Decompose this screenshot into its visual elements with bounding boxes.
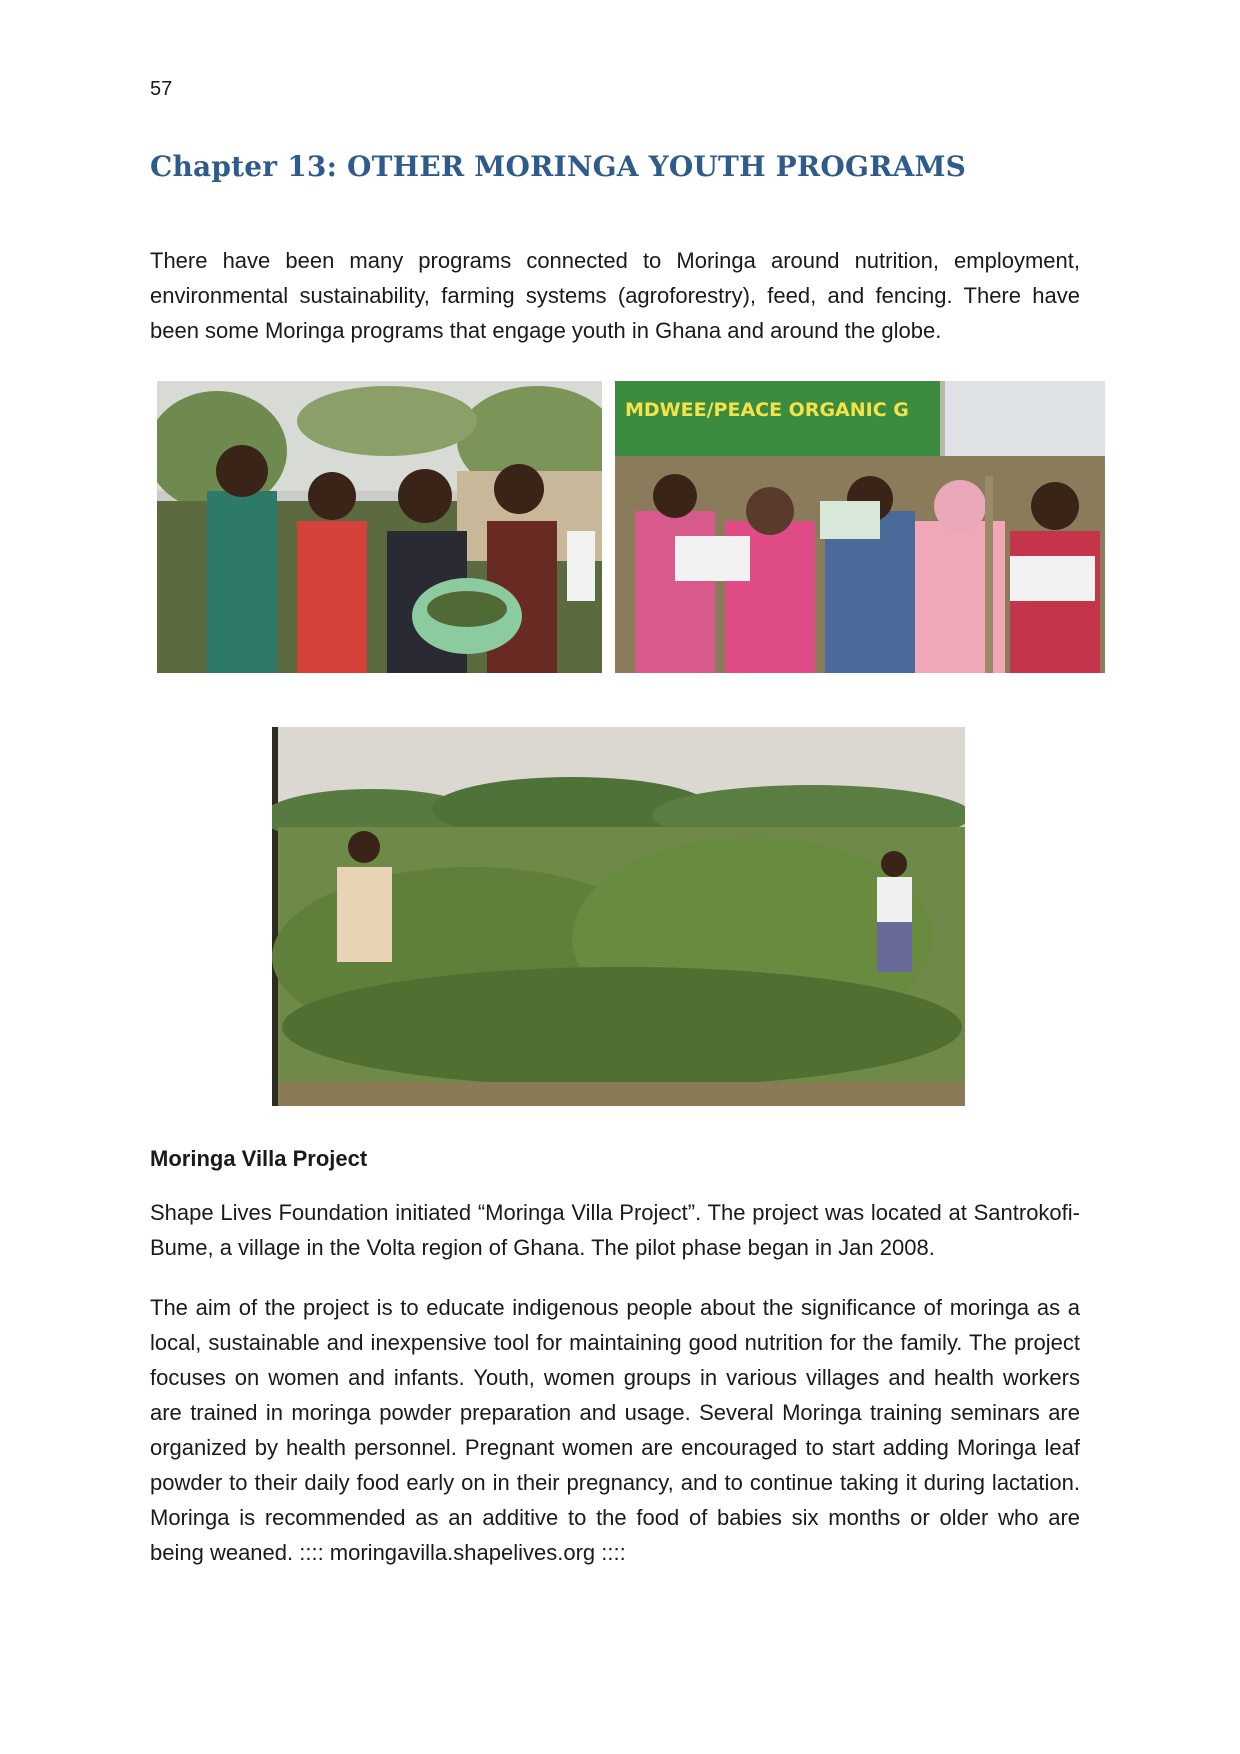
project-paragraph-1: Shape Lives Foundation initiated “Moringa Villa Project”. The project was located at Santrokofi-Bume, a village in the Volta region of Ghana. The pilot phase began in Jan 2008. xyxy=(150,1200,1080,1260)
peace-organic-group-photo xyxy=(615,381,1105,673)
youth-moringa-photo xyxy=(157,381,602,673)
section-heading: Moringa Villa Project xyxy=(150,1146,368,1171)
moringa-field-photo xyxy=(272,727,965,1106)
page-number: 57 xyxy=(150,78,173,100)
chapter-title: Chapter 13: OTHER MORINGA YOUTH PROGRAMS xyxy=(150,150,967,183)
sign-banner-text: MDWEE/PEACE ORGANIC G xyxy=(625,399,909,421)
project-paragraph-2: The aim of the project is to educate indigenous people about the significance of moringa as a local, sustainable and inexpensive tool for maintaining good nutrition for the family. The project focuses on women and infants. Youth, women groups in various villages and health workers are trained in moringa powder preparation and usage. Several Moringa training seminars are organized by health personnel. Pregnant women are encouraged to start adding Moringa leaf powder to their daily food early on in their pregnancy, and to continue taking it during lactation. Moringa is recommended as an additive to the food of babies six months or older who are being weaned. :::: moringavilla.shapelives.org :::: xyxy=(150,1295,1080,1565)
intro-paragraph: There have been many programs connected to Moringa around nutrition, employment, environmental sustainability, farming systems (agroforestry), feed, and fencing. There have been some Moringa programs that engage youth in Ghana and around the globe. xyxy=(150,248,1080,343)
